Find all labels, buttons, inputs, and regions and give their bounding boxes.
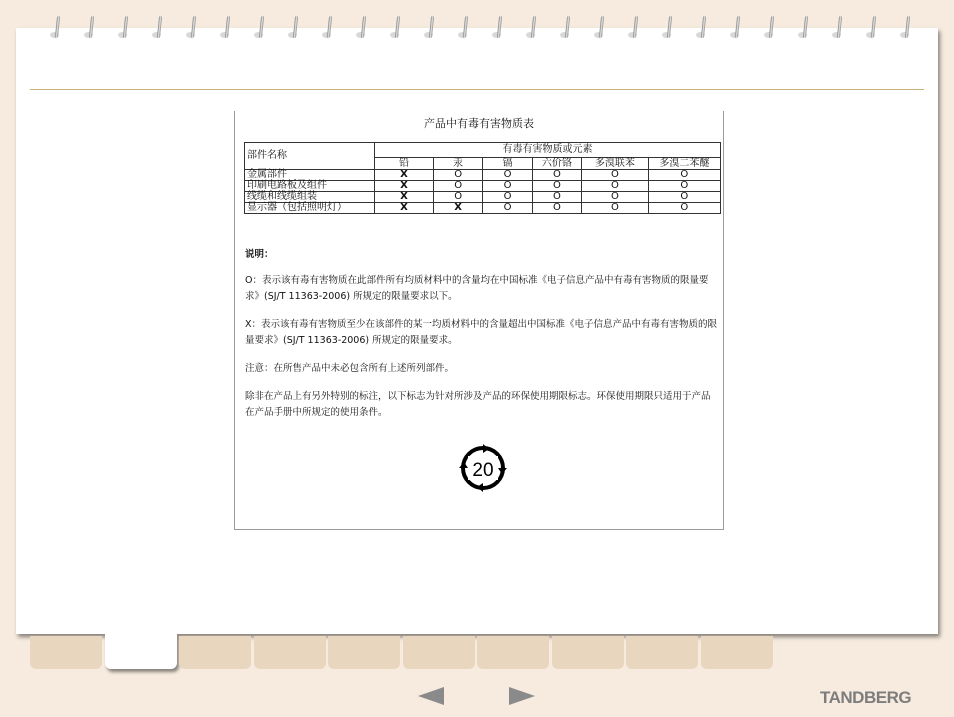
hazardous-substances-document: [234, 111, 724, 530]
substance-value-cell: X: [375, 192, 434, 203]
next-page-button[interactable]: [509, 687, 535, 705]
substance-value-cell: O: [582, 192, 649, 203]
substance-value-cell: O: [433, 192, 482, 203]
spiral-ring: [730, 16, 742, 44]
note-caution: 注意：在所售产品中未必包含所有上述所列部件。: [245, 363, 455, 374]
spiral-ring: [288, 16, 300, 44]
right-arrow-icon: [509, 687, 535, 705]
substance-value-cell: O: [648, 192, 720, 203]
spiral-ring: [798, 16, 810, 44]
note-x: X：表示该有毒有害物质至少在该部件的某一均质材料中的含量超出中国标准《电子信息产品中有毒有害物质的限量要求》(SJ/T 11363-2006) 所规定的限量要求。: [245, 319, 718, 346]
substance-value-cell: O: [532, 203, 581, 214]
hazardous-substances-table: [244, 142, 721, 214]
spiral-ring: [322, 16, 334, 44]
spiral-ring: [152, 16, 164, 44]
table-row: [245, 181, 721, 192]
efup-period-label: 20: [472, 460, 494, 481]
part-name-cell: 线缆和线缆组装: [245, 192, 375, 203]
chapter-tab[interactable]: [477, 636, 549, 669]
substance-value-cell: X: [375, 181, 434, 192]
notes-section: [245, 247, 717, 433]
chapter-tab[interactable]: [701, 636, 773, 669]
chapter-tab[interactable]: [179, 636, 251, 669]
spiral-ring: [696, 16, 708, 44]
spiral-ring: [832, 16, 844, 44]
spiral-ring: [526, 16, 538, 44]
part-name-cell: 印刷电路板及组件: [245, 181, 375, 192]
table-row: [245, 192, 721, 203]
substance-column-header: 汞: [433, 158, 482, 170]
spiral-ring: [356, 16, 368, 44]
substance-value-cell: O: [648, 170, 720, 181]
notes-label: 说明：: [245, 249, 274, 260]
note-o: O：表示该有毒有害物质在此部件所有均质材料中的含量均在中国标准《电子信息产品中有毒有害物质的限量要求》(SJ/T 11363-2006) 所规定的限量要求以下。: [245, 275, 709, 302]
substance-value-cell: O: [582, 203, 649, 214]
spiral-ring: [662, 16, 674, 44]
substance-column-header: 六价铬: [532, 158, 581, 170]
substances-group-header: 有毒有害物质或元素: [375, 143, 721, 158]
document-title: 产品中有毒有害物质表: [424, 117, 534, 130]
spiral-ring: [50, 16, 62, 44]
tandberg-logo: TANDBERG: [820, 688, 912, 707]
table-row: [245, 170, 721, 181]
prev-page-button[interactable]: [418, 687, 444, 705]
chapter-tab[interactable]: [403, 636, 475, 669]
spiral-ring: [118, 16, 130, 44]
substance-value-cell: O: [483, 181, 532, 192]
substance-value-cell: O: [582, 181, 649, 192]
left-arrow-icon: [418, 687, 444, 705]
part-name-cell: 显示器（包括照明灯）: [245, 203, 375, 214]
substance-column-header: 铅: [375, 158, 434, 170]
substance-value-cell: O: [532, 192, 581, 203]
substance-value-cell: O: [433, 170, 482, 181]
header-rule: [30, 89, 924, 90]
part-name-cell: 金属部件: [245, 170, 375, 181]
spiral-ring: [220, 16, 232, 44]
table-row: [245, 203, 721, 214]
substance-column-header: 镉: [483, 158, 532, 170]
spiral-ring: [628, 16, 640, 44]
spiral-ring: [254, 16, 266, 44]
substance-value-cell: X: [375, 170, 434, 181]
chapter-tab[interactable]: [328, 636, 400, 669]
substance-value-cell: X: [433, 203, 482, 214]
substance-column-header: 多溴二苯醚: [648, 158, 720, 170]
substance-value-cell: O: [582, 170, 649, 181]
chapter-tab[interactable]: [254, 636, 326, 669]
spiral-ring: [424, 16, 436, 44]
part-name-header: 部件名称: [245, 143, 375, 170]
chapter-tab[interactable]: [105, 634, 177, 669]
substance-value-cell: O: [532, 170, 581, 181]
note-efup: 除非在产品上有另外特别的标注，以下标志为针对所涉及产品的环保使用期限标志。环保使用期限只适用于产品在产品手册中所规定的使用条件。: [245, 391, 711, 418]
spiral-ring: [186, 16, 198, 44]
spiral-ring: [594, 16, 606, 44]
substance-value-cell: O: [483, 192, 532, 203]
chapter-tab[interactable]: [30, 636, 102, 669]
spiral-ring: [764, 16, 776, 44]
spiral-ring: [866, 16, 878, 44]
spiral-ring: [458, 16, 470, 44]
substance-value-cell: O: [532, 181, 581, 192]
spiral-ring: [84, 16, 96, 44]
spiral-ring: [390, 16, 402, 44]
substance-value-cell: O: [433, 181, 482, 192]
chapter-tab[interactable]: [552, 636, 624, 669]
chapter-tab[interactable]: [626, 636, 698, 669]
substance-column-header: 多溴联苯: [582, 158, 649, 170]
spiral-ring: [560, 16, 572, 44]
substance-value-cell: O: [483, 170, 532, 181]
spiral-ring: [900, 16, 912, 44]
spiral-ring: [492, 16, 504, 44]
recycle-20-icon: [457, 444, 509, 492]
substance-value-cell: O: [648, 181, 720, 192]
substance-value-cell: O: [483, 203, 532, 214]
substance-value-cell: O: [648, 203, 720, 214]
substance-value-cell: X: [375, 203, 434, 214]
